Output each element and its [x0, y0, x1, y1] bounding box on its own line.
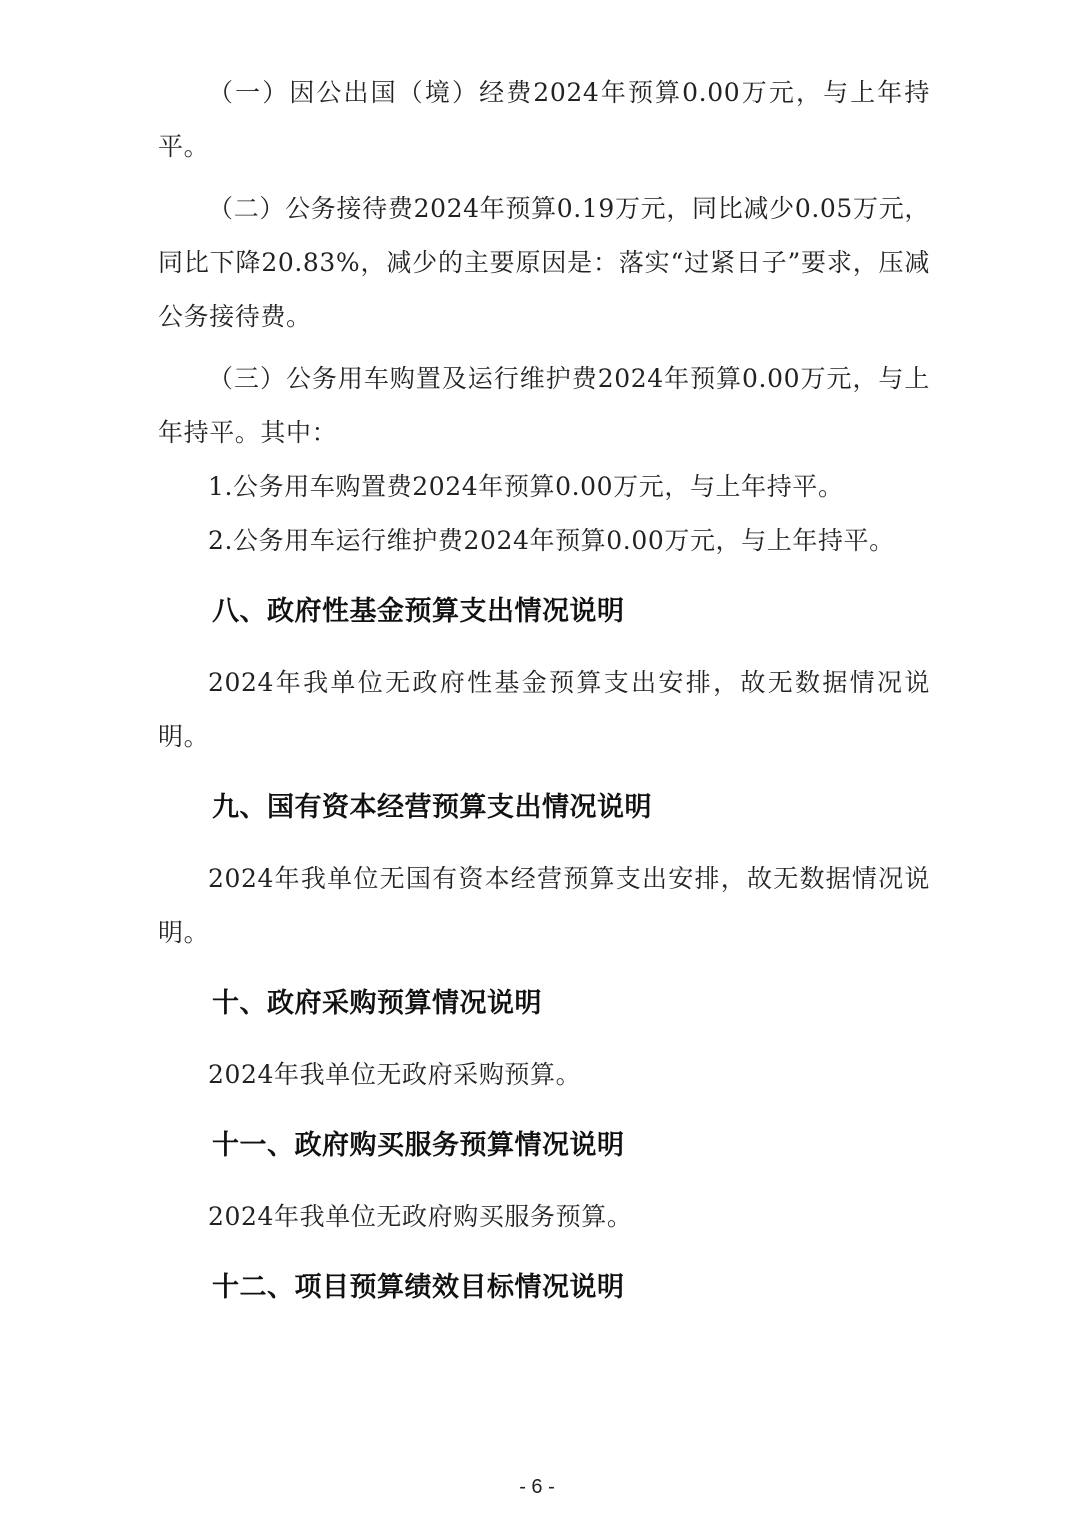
section-body-procurement: 2024年我单位无政府采购预算。 [208, 1060, 582, 1089]
paragraph-vehicle-expenses: （三）公务用车购置及运行维护费2024年预算0.00万元，与上年持平。其中： [158, 364, 930, 447]
section-body-purchased-services: 2024年我单位无政府购买服务预算。 [208, 1202, 633, 1231]
section-heading-government-fund: 八、政府性基金预算支出情况说明 [212, 596, 625, 627]
paragraph-vehicle-maintenance: 2.公务用车运行维护费2024年预算0.00万元，与上年持平。 [208, 526, 895, 555]
page-content [158, 66, 930, 1318]
paragraph-vehicle-purchase: 1.公务用车购置费2024年预算0.00万元，与上年持平。 [208, 472, 844, 501]
page-number: - 6 - [519, 1476, 555, 1498]
section-heading-purchased-services: 十一、政府购买服务预算情况说明 [212, 1130, 625, 1161]
section-body-government-fund: 2024年我单位无政府性基金预算支出安排，故无数据情况说明。 [158, 668, 930, 751]
paragraph-reception-expenses: （二）公务接待费2024年预算0.19万元，同比减少0.05万元，同比下降20.83%，减少的主要原因是：落实“过紧日子”要求，压减公务接待费。 [158, 194, 930, 331]
section-body-state-capital: 2024年我单位无国有资本经营预算支出安排，故无数据情况说明。 [158, 864, 930, 947]
section-heading-procurement: 十、政府采购预算情况说明 [212, 988, 542, 1019]
section-heading-state-capital: 九、国有资本经营预算支出情况说明 [212, 792, 652, 823]
section-heading-performance-targets: 十二、项目预算绩效目标情况说明 [212, 1272, 625, 1303]
paragraph-overseas-expenses: （一）因公出国（境）经费2024年预算0.00万元，与上年持平。 [158, 78, 930, 161]
